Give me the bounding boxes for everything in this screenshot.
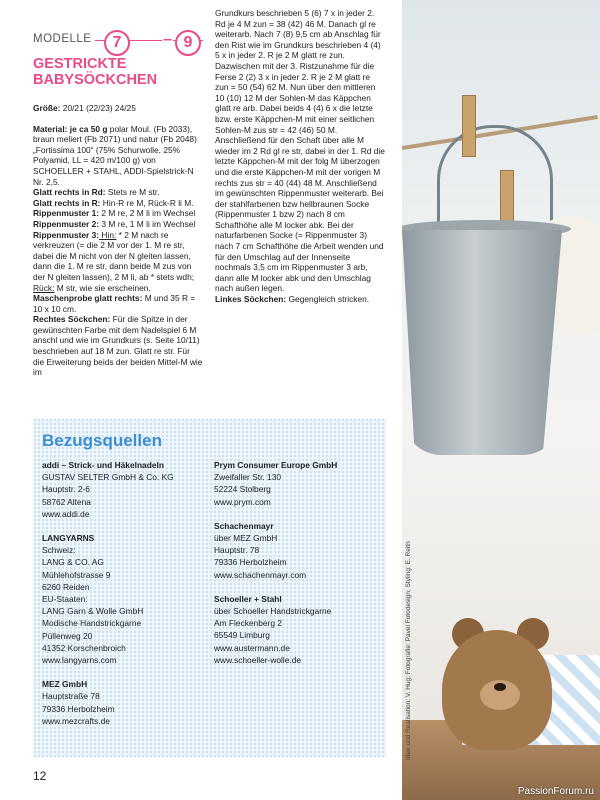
sources-title: Bezugsquellen bbox=[42, 431, 162, 450]
source-line: Am Fleckenberg 2 bbox=[214, 618, 282, 629]
col2-text: Grundkurs beschrieben 5 (6) 7 x in jeder 2. Rd je 4 M zun = 38 (42) 46 M. Danach gl re weiterarb. Nach 7 (8) 9,5 cm ab Anschlag für den Rist wie im Grundkurs beschrieben 4 (4) 5 x in jeder 2. R je 2 M glatt re zun. Dazwischen mit der 3. Ristzunahme für die Ferse 2 (2) 3 x in jeder 2. R je 2 M glatt re zun = 50 (54) 62 M. Nun über den mittleren 10 (10) 12 M der Sohlen-M das Käppchen glatt re arb. Dabei beids 4 (4) 6 x die letzte bzw. erste Käppchen-M mit einer seitlichen Sohlen-M zus str = 42 (46) 50 M. Anschließend für den Schaft über alle M wieder im 2 Rd gl re str, dabei in der 1. Rd die letzte Käppchen-M mit der folg M überzogen und die erste Käppchen-M mit der vorigen M rechts zus str = 40 (44) 48 M. Anschließend im gewünschten Rippenmuster weiterarb. Bei der stahlfarbenen bzw hellbraunen Socke (Rippenmuster 1 bzw 2) nach 8 cm Schafthöhe alle M locker abk. Bei der naturfarbenen Socke (= Rippenmuster 3) nach 7 cm Schafthöhe die Arbeit wenden und für den Umschlag auf der Innenseite nochmals 3,5 cm im Rippenmuster 3 arb, dann alle M locker abk und den Umschlag nach außen legen. bbox=[215, 8, 385, 294]
linkes-label: Linkes Söckchen: bbox=[215, 294, 287, 305]
source-entry bbox=[42, 678, 207, 727]
source-link[interactable]: www.mezcrafts.de bbox=[42, 715, 110, 726]
maschen-label: Maschenprobe glatt rechts: bbox=[33, 293, 143, 304]
instructions-column-1 bbox=[33, 103, 203, 378]
source-line: 79336 Herbolzheim bbox=[42, 703, 115, 714]
source-link[interactable]: www.langyarns.com bbox=[42, 655, 117, 666]
source-line: LANG Garn & Wolle GmbH bbox=[42, 606, 144, 617]
model-range-dash: – bbox=[163, 31, 172, 48]
material-label: Material: je ca 50 g bbox=[33, 123, 108, 134]
rip3-rueck-value: M str, wie sie erscheinen. bbox=[54, 282, 151, 293]
source-line: 65549 Limburg bbox=[214, 630, 270, 641]
glatt-r-paragraph bbox=[33, 198, 203, 209]
material-paragraph bbox=[33, 124, 203, 188]
source-name: Schachenmayr bbox=[214, 520, 274, 531]
source-line: Modische Handstrickgarne bbox=[42, 618, 142, 629]
source-name: LANGYARNS bbox=[42, 533, 95, 544]
source-line: GUSTAV SELTER GmbH & Co. KG bbox=[42, 472, 174, 483]
product-photo bbox=[402, 0, 600, 800]
source-entry bbox=[42, 459, 207, 520]
size-value: 20/21 (22/23) 24/25 bbox=[60, 103, 136, 113]
title-line-2: BABYSÖCKCHEN bbox=[33, 72, 158, 88]
source-entry bbox=[42, 532, 207, 666]
rip3-value: * 2 M nach re verkreuzen (= die 2 M vor der 1. M re str, dabei die M nicht von der N gleiten lassen, dann die 1. M re str, dann beide M zus von der N gleiten lassen), 2 M li, ab * stets wdh; bbox=[33, 229, 195, 282]
teddy-nose bbox=[494, 683, 506, 691]
rechtes-label: Rechtes Söckchen: bbox=[33, 314, 111, 325]
source-line: über MEZ GmbH bbox=[214, 533, 278, 544]
source-name: Schoeller + Stahl bbox=[214, 593, 282, 604]
source-line: Hauptstr. 2-6 bbox=[42, 484, 90, 495]
instructions-column-2 bbox=[215, 8, 385, 305]
rip2-paragraph bbox=[33, 219, 203, 230]
photo-credit: Idee und Realisation: V. Hug; Fotografie: Pavel Fotodesign; Styling: E. Reith bbox=[405, 541, 412, 760]
rip3-hin: Hin: bbox=[99, 229, 117, 240]
source-line: Zweifaller Str. 130 bbox=[214, 472, 282, 483]
title-line-1: GESTRICKTE bbox=[33, 56, 127, 72]
metal-bucket bbox=[402, 230, 562, 455]
sources-box bbox=[33, 418, 386, 758]
source-line: Schweiz: bbox=[42, 545, 76, 556]
rip3-rueck: Rück: bbox=[33, 282, 55, 293]
source-line: Hauptstraße 78 bbox=[42, 691, 100, 702]
size-label: Größe: bbox=[33, 103, 61, 113]
source-line: 41352 Korschenbroich bbox=[42, 642, 126, 653]
source-line: Püllenweg 20 bbox=[42, 630, 93, 641]
source-line: Hauptstr. 78 bbox=[214, 545, 260, 556]
rip1-value: 2 M re, 2 M li im Wechsel bbox=[99, 208, 196, 219]
rip3-label: Rippenmuster 3: bbox=[33, 229, 100, 240]
source-link[interactable]: www.schoeller-wolle.de bbox=[214, 654, 302, 665]
rip3-paragraph bbox=[33, 230, 203, 294]
glatt-rd-paragraph bbox=[33, 187, 203, 198]
sources-column-1 bbox=[42, 459, 207, 739]
watermark: PassionForum.ru bbox=[517, 786, 594, 797]
source-line: LANG & CO. AG bbox=[42, 557, 104, 568]
source-name: MEZ GmbH bbox=[42, 679, 88, 690]
maschen-paragraph bbox=[33, 293, 203, 314]
rip2-label: Rippenmuster 2: bbox=[33, 218, 100, 229]
sources-column-2 bbox=[214, 459, 379, 678]
source-line: EU-Staaten: bbox=[42, 594, 88, 605]
modelle-label: MODELLE bbox=[33, 33, 95, 45]
rechtes-paragraph bbox=[33, 314, 203, 378]
source-entry bbox=[214, 593, 379, 666]
model-number-to: 9 bbox=[175, 30, 201, 56]
size-paragraph bbox=[33, 103, 203, 114]
rip2-value: 3 M re, 1 M li im Wechsel bbox=[99, 218, 196, 229]
glatt-r-value: Hin-R re M, Rück-R li M. bbox=[100, 197, 194, 208]
maschen-value: M und 35 R = 10 x 10 cm. bbox=[33, 293, 196, 314]
source-name: addi – Strick- und Häkelnadeln bbox=[42, 460, 164, 470]
material-value: polar Moul. (Fb 2033), braun meliert (Fb 2071) und natur (Fb 2048) „Fortissima 100“ (75% Schurwolle, 25% Polyamid, LL = 420 m/100 g) von SCHOELLER + STAHL, ADDI-Spielstrick-N Nr. 2,5. bbox=[33, 123, 197, 187]
rechtes-value: Für die Spitze in der gewünschten Farbe mit dem Nadelspiel 6 M anschl und wie im Grundkurs (s. Seite 10/11) beschrieben auf 18 M zun. Glatt re str. Für die Erweiterung beids der beiden Mittel-M wie im bbox=[33, 314, 203, 378]
page-number: 12 bbox=[33, 769, 47, 783]
source-entry bbox=[214, 459, 379, 508]
glatt-rd-value: Stets re M str. bbox=[105, 187, 160, 198]
source-line: Mühlehofstrasse 9 bbox=[42, 569, 111, 580]
clothespin bbox=[462, 95, 476, 157]
model-number-from: 7 bbox=[104, 30, 130, 56]
source-line: 52224 Stolberg bbox=[214, 484, 271, 495]
article-title bbox=[33, 56, 203, 88]
source-line: über Schoeller Handstrickgarne bbox=[214, 606, 332, 617]
linkes-value: Gegengleich stricken. bbox=[286, 294, 370, 305]
glatt-rd-label: Glatt rechts in Rd: bbox=[33, 187, 106, 198]
source-entry bbox=[214, 520, 379, 581]
source-name: Prym Consumer Europe GmbH bbox=[214, 460, 338, 470]
source-line: 6260 Reiden bbox=[42, 581, 90, 592]
glatt-r-label: Glatt rechts in R: bbox=[33, 197, 101, 208]
source-link[interactable]: www.schachenmayr.com bbox=[214, 569, 307, 580]
rip1-label: Rippenmuster 1: bbox=[33, 208, 100, 219]
source-link[interactable]: www.prym.com bbox=[214, 496, 271, 507]
source-line: 79336 Herbolzheim bbox=[214, 557, 287, 568]
source-line: 58762 Altena bbox=[42, 496, 91, 507]
source-link[interactable]: www.addi.de bbox=[42, 508, 90, 519]
rip1-paragraph bbox=[33, 208, 203, 219]
section-header bbox=[33, 32, 203, 52]
source-link[interactable]: www.austermann.de bbox=[214, 642, 290, 653]
linkes-paragraph bbox=[215, 294, 385, 305]
